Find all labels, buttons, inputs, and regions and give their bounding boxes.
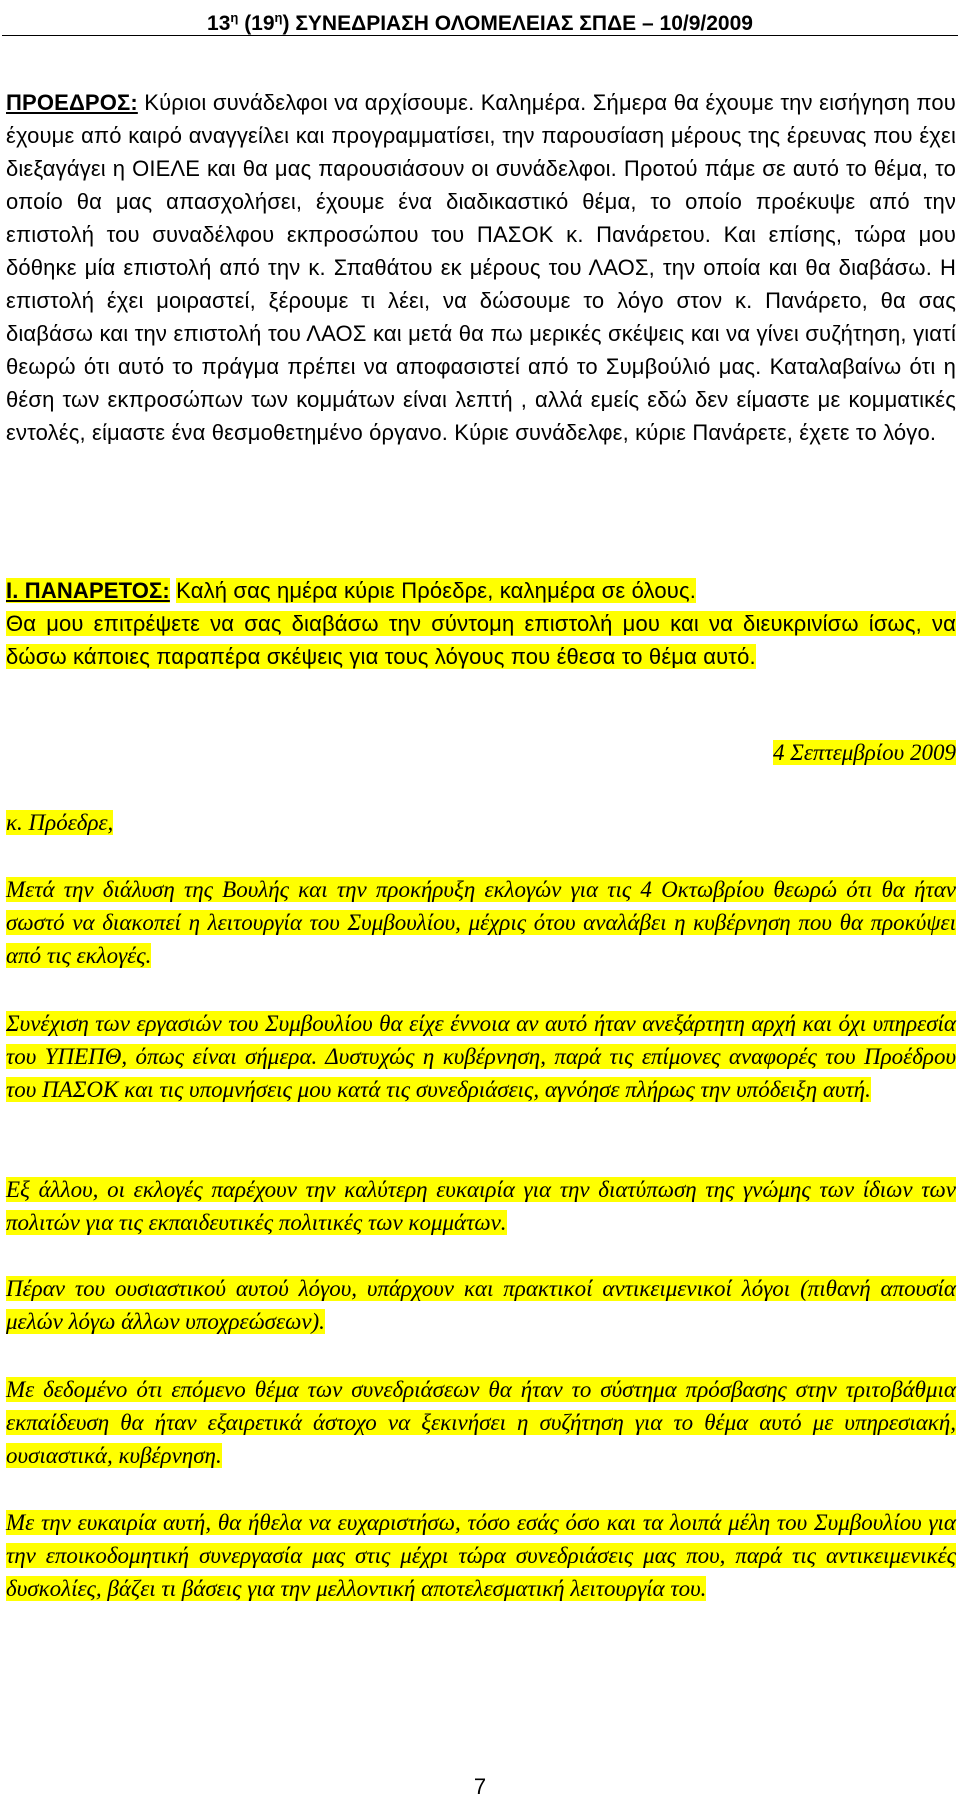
panaretos-text: Θα μου επιτρέψετε να σας διαβάσω την σύντομη επιστολή μου και να διευκρινίσω ίσως, να δώσω κάποιες παραπέρα σκέψεις για τους λόγους που έθεσα το θέμα αυτό. <box>6 611 956 669</box>
speaker-panaretos: Ι. ΠΑΝΑΡΕΤΟΣ: <box>6 578 170 603</box>
letter-paragraph-4 <box>6 1272 956 1338</box>
page-number: 7 <box>473 1774 487 1799</box>
letter-paragraph-text: Με δεδομένο ότι επόμενο θέμα των συνεδριάσεων θα ήταν το σύστημα πρόσβασης στην τριτοβάθμια εκπαίδευση θα ήταν εξαιρετικά άστοχο να ξεκινήσει η συζήτηση για το θέμα αυτό με υπηρεσιακή, ουσιαστικά, κυβέρνηση. <box>6 1377 956 1468</box>
letter-paragraph-1 <box>6 873 956 972</box>
president-text: Κύριοι συνάδελφοι να αρχίσουμε. Καλημέρα. Σήμερα θα έχουμε την εισήγηση που έχουμε από καιρό αναγγείλει και προγραμματίσει, την παρουσίαση μέρους της έρευνας που έχει διεξαγάγει η ΟΙΕΛΕ και θα μας παρουσιάσουν οι συνάδελφοι. Προτού πάμε σε αυτό το θέμα, το οποίο θα μας απασχολήσει, έχουμε ένα διαδικαστικό θέμα, το οποίο προέκυψε από την επιστολή του συναδέλφου εκπροσώπου του ΠΑΣΟΚ κ. Πανάρετου. Και επίσης, τώρα μου δόθηκε μία επιστολή από την κ. Σπαθάτου εκ μέρους του ΛΑΟΣ, την οποία και θα διαβάσω. Η επιστολή έχει μοιραστεί, ξέρουμε τι λέει, να δώσουμε το λόγο στον κ. Πανάρετο, θα σας διαβάσω και την επιστολή του ΛΑΟΣ και μετά θα πω μερικές σκέψεις και να γίνει συζήτηση, γιατί θεωρώ ότι αυτό το πράγμα πρέπει να αποφασιστεί από το Συμβούλιό μας. Καταλαβαίνω ότι η θέση των εκπροσώπων των κομμάτων είναι λεπτή , αλλά εμείς εδώ δεν είμαστε με κομματικές εντολές, είμαστε ένα θεσμοθετημένο όργανο. Κύριε συνάδελφε, κύριε Πανάρετε, έχετε το λόγο. <box>6 90 956 445</box>
letter-paragraph-3 <box>6 1173 956 1239</box>
header-superscript: η <box>230 10 239 25</box>
letter-paragraph-text: Συνέχιση των εργασιών του Συμβουλίου θα είχε έννοια αν αυτό ήταν ανεξάρτητη αρχή και όχι υπηρεσία του ΥΠΕΠΘ, όπως είναι σήμερα. Δυστυχώς η κυβέρνηση, παρά τις επίμονες αναφορές του Προέδρου του ΠΑΣΟΚ και τις υπομνήσεις μου κατά τις συνεδριάσεις, αγνόησε πλήρως την υπόδειξη αυτή. <box>6 1011 956 1102</box>
header-superscript-alt: η <box>274 10 283 25</box>
letter-paragraph-text: Με την ευκαιρία αυτή, θα ήθελα να ευχαριστήσω, τόσο εσάς όσο και τα λοιπά μέλη του Συμβουλίου για την εποικοδομητική συνεργασία μας στις μέχρι τώρα συνεδριάσεις μας που, παρά τις αντικειμενικές δυσκολίες, βάζει τι βάσεις για την μελλοντική αποτελεσματική λειτουργία του. <box>6 1510 956 1601</box>
letter-salutation-line <box>6 806 956 839</box>
page-header <box>0 2 960 34</box>
letter-salutation: κ. Πρόεδρε, <box>6 810 114 835</box>
letter-date-line <box>6 736 956 769</box>
header-session-number: 13 <box>207 12 231 35</box>
letter-date: 4 Σεπτεμβρίου 2009 <box>772 740 956 765</box>
letter-paragraph-2 <box>6 1007 956 1106</box>
president-paragraph <box>6 86 956 449</box>
letter-paragraph-text: Μετά την διάλυση της Βουλής και την προκήρυξη εκλογών για τις 4 Οκτωβρίου θεωρώ ότι θα ήταν σωστό να διακοπεί η λειτουργία του Συμβουλίου, μέχρις ότου αναλάβει η κυβέρνηση που θα προκύψει από τις εκλογές. <box>6 877 956 968</box>
speaker-president: ΠΡΟΕΔΡΟΣ: <box>6 90 138 115</box>
panaretos-greeting: Καλή σας ημέρα κύριε Πρόεδρε, καλημέρα σε όλους. <box>176 578 696 603</box>
letter-paragraph-text: Πέραν του ουσιαστικού αυτού λόγου, υπάρχουν και πρακτικοί αντικειμενικοί λόγοι (πιθανή απουσία μελών λόγω άλλων υποχρεώσεων). <box>6 1276 956 1334</box>
letter-paragraph-6 <box>6 1506 956 1605</box>
header-session-number-alt: (19 <box>238 12 275 35</box>
letter-paragraph-text: Εξ άλλου, οι εκλογές παρέχουν την καλύτερη ευκαιρία για την διατύπωση της γνώμης των ίδιων των πολιτών για τις εκπαιδευτικές πολιτικές των κομμάτων. <box>6 1177 956 1235</box>
panaretos-paragraph <box>6 574 956 673</box>
header-divider <box>2 35 958 36</box>
letter-paragraph-5 <box>6 1373 956 1472</box>
header-title: ) ΣΥΝΕΔΡΙΑΣΗ ΟΛΟΜΕΛΕΙΑΣ ΣΠΔΕ – 10/9/2009 <box>282 12 753 35</box>
